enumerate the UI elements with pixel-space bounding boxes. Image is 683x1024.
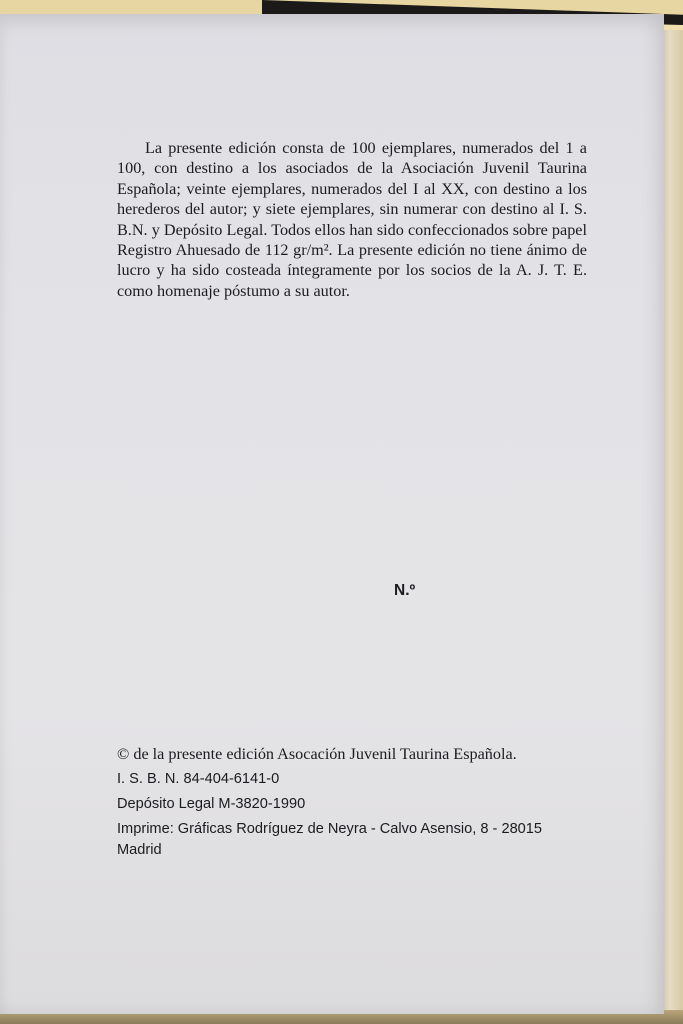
colophon-paragraph: La presente edición consta de 100 ejemplares, numerados del 1 a 100, con destino a los asociados de la Asociación Juvenil Taurina Española; veinte ejemplares, numerados del I al XX, con destino a los herederos del autor; y siete ejemplares, sin numerar con destino al I. S. B.N. y Depósito Legal. Todos ellos han sido confeccionados sobre papel Registro Ahuesado de 112 gr/m². La presente edición no tiene ánimo de lucro y ha sido costeada íntegramente por los socios de la A. J. T. E. como homenaje póstumo a su autor. [117,139,587,300]
copy-number-label: N.º [394,582,416,599]
isbn-line: I. S. B. N. 84-404-6141-0 [117,771,280,787]
legal-block [117,744,587,861]
copyright-line: © de la presente edición Asocación Juvenil Taurina Española. [117,745,517,763]
book-page [0,14,664,1014]
show-through-text [240,414,460,528]
printer-line: Imprime: Gráficas Rodríguez de Neyra - Calvo Asensio, 8 - 28015 Madrid [117,821,543,858]
book-page-edges [661,30,683,1024]
deposito-legal-line: Depósito Legal M-3820-1990 [117,796,306,812]
colophon-text [117,138,587,301]
